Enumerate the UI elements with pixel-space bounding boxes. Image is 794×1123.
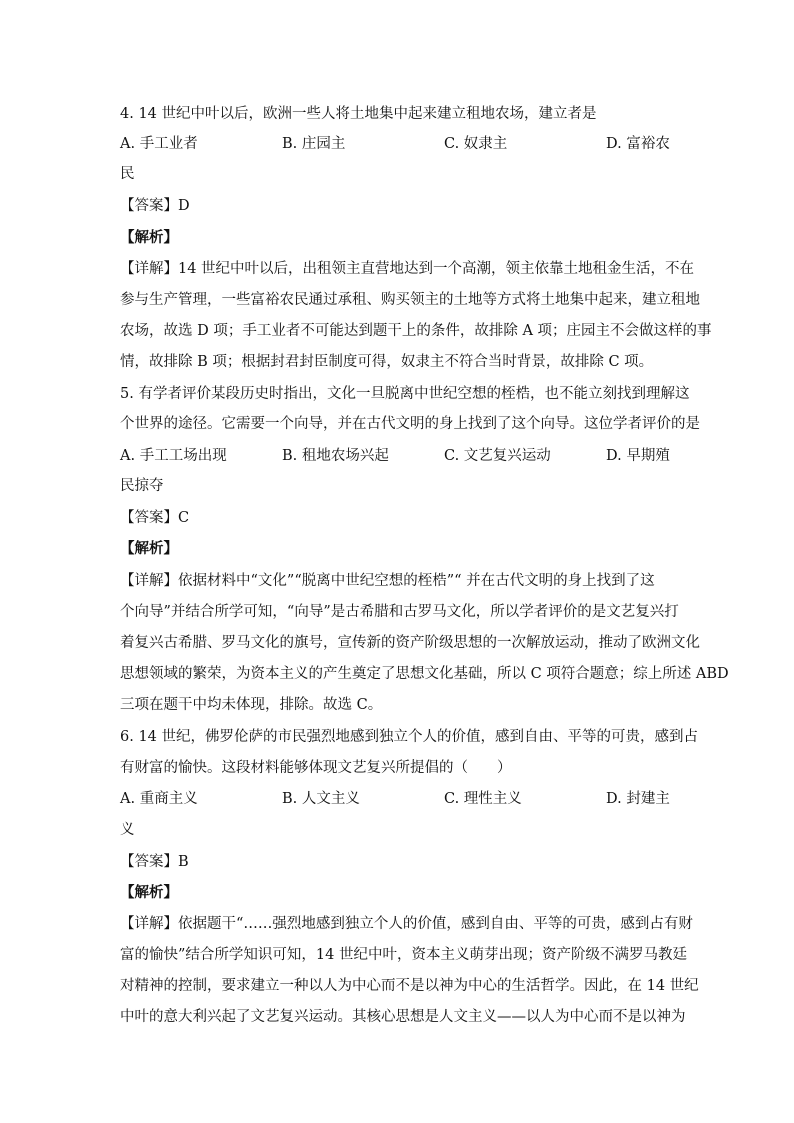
option-d: D. 富裕农	[606, 136, 670, 152]
question-5-stem-line-1: 5. 有学者评价某段历史时指出，文化一旦脱离中世纪空想的桎梏，也不能立刻找到理解这	[120, 386, 690, 402]
question-4-option-wrap: 民	[120, 166, 135, 182]
question-6-detail-line-3: 对精神的控制，要求建立一种以人为中心而不是以神为中心的生活哲学。因此，在 14 世纪	[120, 978, 699, 994]
question-6-option-wrap: 义	[120, 822, 135, 838]
question-6-analysis-label: 【解析】	[120, 884, 178, 901]
option-a: A. 手工工场出现	[120, 448, 227, 464]
question-4-detail-line-3: 农场，故选 D 项；手工业者不可能达到题干上的条件，故排除 A 项；庄园主不会做这样的事	[120, 323, 712, 339]
question-5-detail-line-1: 【详解】依据材料中“文化”“脱离中世纪空想的桎梏”“ 并在古代文明的身上找到了这	[120, 573, 655, 589]
question-5-detail-line-2: 个向导”并结合所学可知，“向导”是古希腊和古罗马文化，所以学者评价的是文艺复兴打	[120, 604, 679, 620]
question-4-answer: 【答案】D	[120, 198, 190, 214]
question-5-detail-line-4: 思想领域的繁荣，为资本主义的产生奠定了思想文化基础，所以 C 项符合题意；综上所述 ABD	[120, 666, 729, 682]
question-4-analysis-label: 【解析】	[120, 229, 178, 246]
question-5-detail-line-3: 着复兴古希腊、罗马文化的旗号，宣传新的资产阶级思想的一次解放运动，推动了欧洲文化	[120, 635, 700, 651]
question-6-stem-line-1: 6. 14 世纪，佛罗伦萨的市民强烈地感到独立个人的价值，感到自由、平等的可贵，感到占	[120, 729, 698, 745]
question-5-stem-line-2: 个世界的途径。它需要一个向导，并在古代文明的身上找到了这个向导。这位学者评价的是	[120, 416, 700, 432]
question-6-answer: 【答案】B	[120, 854, 189, 870]
question-5-options	[120, 446, 680, 466]
question-6-options	[120, 789, 680, 809]
option-d: D. 早期殖	[606, 448, 670, 464]
option-d: D. 封建主	[606, 791, 670, 807]
question-6-detail-line-1: 【详解】依据题干“……强烈地感到独立个人的价值，感到自由、平等的可贵，感到占有财	[120, 916, 693, 932]
question-6-stem-line-2: 有财富的愉快。这段材料能够体现文艺复兴所提倡的（ ）	[120, 760, 512, 776]
question-5-analysis-label: 【解析】	[120, 540, 178, 557]
option-a: A. 手工业者	[120, 136, 198, 152]
question-4-detail-line-2: 参与生产管理，一些富裕农民通过承租、购买领主的土地等方式将土地集中起来，建立租地	[120, 292, 700, 308]
option-c: C. 文艺复兴运动	[444, 448, 551, 464]
question-4-detail-line-1: 【详解】14 世纪中叶以后，出租领主直营地达到一个高潮，领主依靠土地租金生活，不在	[120, 261, 695, 277]
question-4-options	[120, 134, 680, 154]
question-4-detail-line-4: 情，故排除 B 项；根据封君封臣制度可得，奴隶主不符合当时背景，故排除 C 项。	[120, 354, 654, 370]
question-4-stem-line-1: 4. 14 世纪中叶以后，欧洲一些人将土地集中起来建立租地农场，建立者是	[120, 106, 597, 122]
question-5-option-wrap: 民掠夺	[120, 478, 164, 494]
question-5-answer: 【答案】C	[120, 510, 190, 526]
option-c: C. 理性主义	[444, 791, 522, 807]
question-6-detail-line-2: 富的愉快”结合所学知识可知，14 世纪中叶，资本主义萌芽出现；资产阶级不满罗马教廷	[120, 947, 687, 963]
option-b: B. 庄园主	[282, 136, 346, 152]
option-b: B. 人文主义	[282, 791, 360, 807]
question-6-detail-line-4: 中叶的意大利兴起了文艺复兴运动。其核心思想是人文主义——以人为中心而不是以神为	[120, 1009, 686, 1025]
option-c: C. 奴隶主	[444, 136, 508, 152]
option-b: B. 租地农场兴起	[282, 448, 389, 464]
question-5-detail-line-5: 三项在题干中均未体现，排除。故选 C。	[120, 697, 383, 713]
option-a: A. 重商主义	[120, 791, 198, 807]
